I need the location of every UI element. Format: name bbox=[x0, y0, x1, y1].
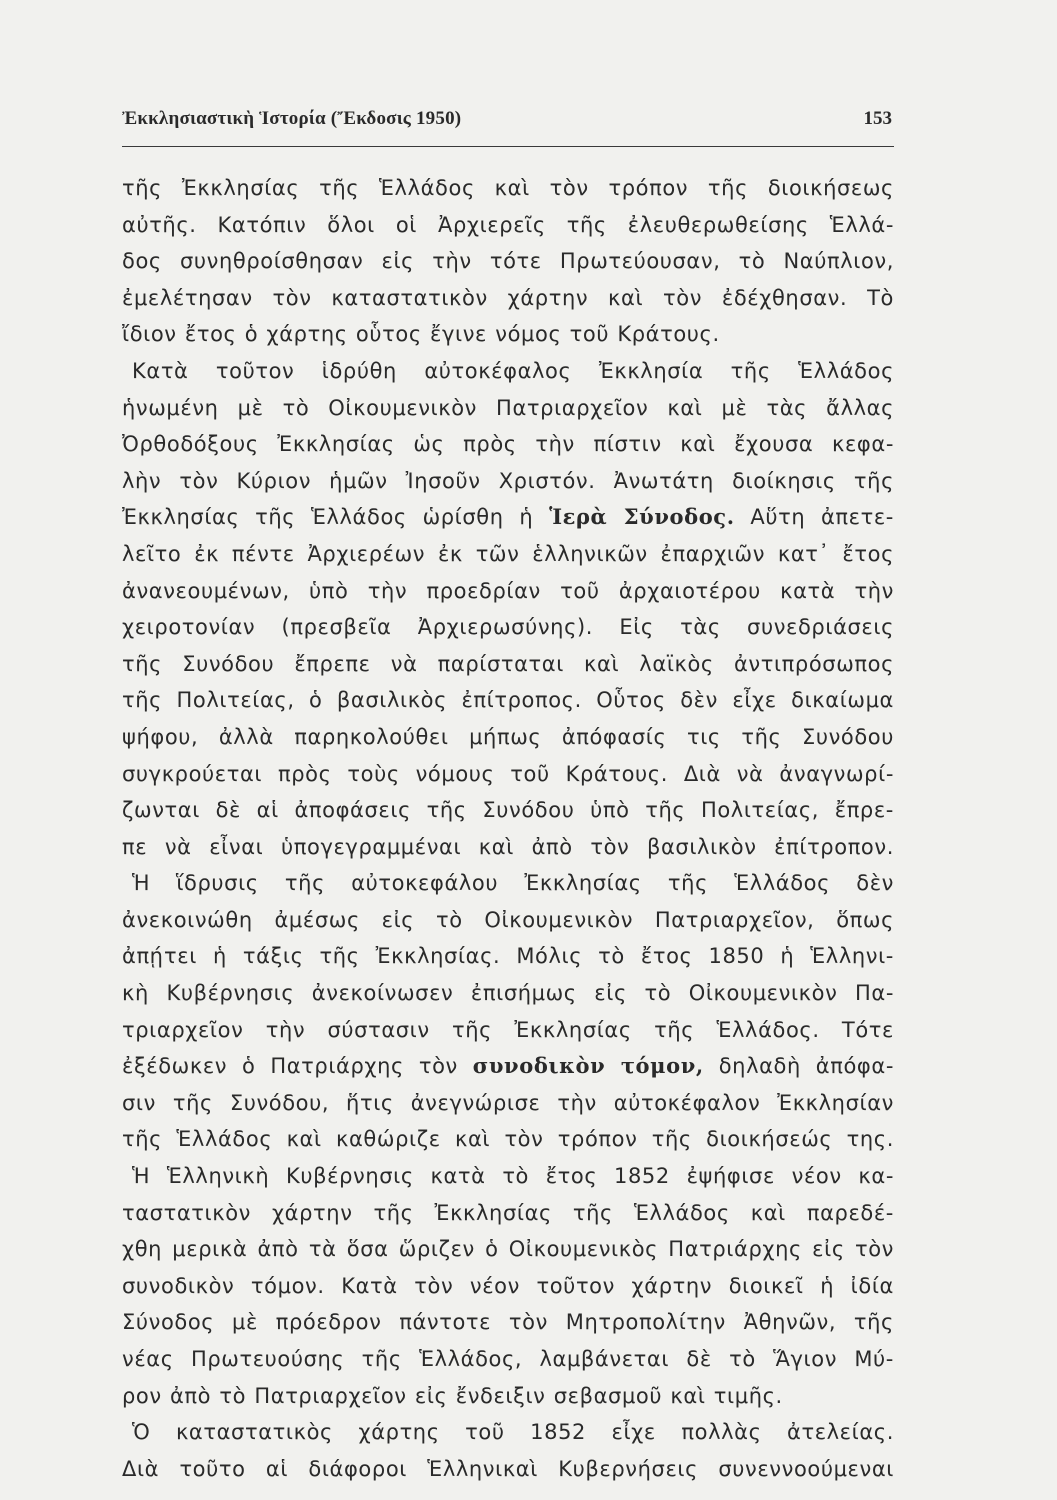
text-line bbox=[122, 682, 894, 719]
body-text bbox=[122, 170, 894, 1487]
text-run: τῆς Συνόδου ἔπρεπε νὰ παρίσταται καὶ λαϊκὸς ἀντιπρόσωπος bbox=[122, 651, 894, 676]
text-line bbox=[122, 499, 894, 536]
text-run: ἐμελέτησαν τὸν καταστατικὸν χάρτην καὶ τὸν ἐδέχθησαν. Τὸ bbox=[122, 285, 894, 310]
text-run: ρον ἀπὸ τὸ Πατριαρχεῖον εἰς ἔνδειξιν σεβασμοῦ καὶ τιμῆς. bbox=[122, 1383, 783, 1408]
text-line bbox=[122, 829, 894, 866]
text-run: Σύνοδος μὲ πρόεδρον πάντοτε τὸν Μητροπολίτην Ἀθηνῶν, τῆς bbox=[122, 1310, 894, 1335]
text-line bbox=[122, 390, 894, 427]
text-line bbox=[122, 1304, 894, 1341]
bold-term: Ἱερὰ Σύνοδος. bbox=[549, 504, 735, 530]
text-line bbox=[122, 1012, 894, 1049]
text-run: ταστατικὸν χάρτην τῆς Ἐκκλησίας τῆς Ἑλλάδος καὶ παρεδέ- bbox=[122, 1200, 894, 1225]
text-run: νέας Πρωτευούσης τῆς Ἑλλάδος, λαμβάνεται δὲ τὸ Ἅγιον Μύ- bbox=[122, 1347, 894, 1371]
text-run: Ὀρθοδόξους Ἐκκλησίας ὡς πρὸς τὴν πίστιν καὶ ἔχουσα κεφα- bbox=[122, 432, 894, 457]
text-line bbox=[122, 170, 894, 207]
text-line bbox=[122, 353, 894, 390]
header-rule bbox=[122, 146, 894, 147]
text-run: ἡνωμένη μὲ τὸ Οἰκουμενικὸν Πατριαρχεῖον καὶ μὲ τὰς ἄλλας bbox=[122, 395, 894, 420]
text-line bbox=[122, 792, 894, 829]
text-line bbox=[122, 1048, 894, 1085]
text-line bbox=[122, 463, 894, 500]
text-run: τῆς Ἑλλάδος καὶ καθώριζε καὶ τὸν τρόπον τῆς διοικήσεώς της. bbox=[122, 1127, 894, 1152]
text-run: ζωνται δὲ αἱ ἀποφάσεις τῆς Συνόδου ὑπὸ τῆς Πολιτείας, ἔπρε- bbox=[122, 798, 894, 823]
text-run: ἐξέδωκεν ὁ Πατριάρχης τὸν bbox=[122, 1054, 473, 1079]
text-run: χθη μερικὰ ἀπὸ τὰ ὅσα ὥριζεν ὁ Οἰκουμενικὸς Πατριάρχης εἰς τὸν bbox=[122, 1237, 894, 1262]
text-line bbox=[122, 536, 894, 573]
text-line bbox=[122, 609, 894, 646]
text-run: συνοδικὸν τόμον. Κατὰ τὸν νέον τοῦτον χάρτην διοικεῖ ἡ ἰδία bbox=[122, 1273, 894, 1298]
text-run: χειροτονίαν (πρεσβεῖα Ἀρχιερωσύνης). Εἰς τὰς συνεδριάσεις bbox=[122, 615, 894, 640]
text-line bbox=[122, 316, 894, 353]
text-line bbox=[122, 1414, 894, 1451]
text-run: δος συνηθροίσθησαν εἰς τὴν τότε Πρωτεύουσαν, τὸ Ναύπλιον, bbox=[122, 249, 894, 274]
text-line bbox=[122, 1378, 894, 1415]
text-line bbox=[122, 207, 894, 244]
text-line bbox=[122, 1231, 894, 1268]
text-run: δηλαδὴ ἀπόφα- bbox=[703, 1054, 894, 1079]
text-line bbox=[122, 1085, 894, 1122]
text-run: ἀνεκοινώθη ἀμέσως εἰς τὸ Οἰκουμενικὸν Πατριαρχεῖον, ὅπως bbox=[122, 907, 894, 932]
text-run: συγκρούεται πρὸς τοὺς νόμους τοῦ Κράτους. Διὰ νὰ ἀναγνωρί- bbox=[122, 761, 894, 786]
text-line bbox=[122, 280, 894, 317]
text-line bbox=[122, 1121, 894, 1158]
text-run: αὐτῆς. Κατόπιν ὅλοι οἱ Ἀρχιερεῖς τῆς ἐλευθερωθείσης Ἑλλά- bbox=[122, 212, 894, 237]
text-line bbox=[122, 573, 894, 610]
text-line bbox=[122, 1451, 894, 1488]
bold-term: συνοδικὸν τόμον, bbox=[472, 1053, 704, 1079]
text-run: Ἐκκλησίας τῆς Ἑλλάδος ὡρίσθη ἡ bbox=[122, 505, 550, 530]
text-run: Κατὰ τοῦτον ἱδρύθη αὐτοκέφαλος Ἐκκλησία τῆς Ἑλλάδος bbox=[132, 358, 894, 383]
text-run: σιν τῆς Συνόδου, ἥτις ἀνεγνώρισε τὴν αὐτοκέφαλον Ἐκκλησίαν bbox=[122, 1090, 894, 1115]
text-run: ἀνανεουμένων, ὑπὸ τὴν προεδρίαν τοῦ ἀρχαιοτέρου κατὰ τὴν bbox=[122, 578, 894, 603]
text-run: Ἡ Ἑλληνικὴ Κυβέρνησις κατὰ τὸ ἔτος 1852 ἐψήφισε νέον κα- bbox=[132, 1164, 894, 1189]
text-run: ἴδιον ἔτος ὁ χάρτης οὗτος ἔγινε νόμος τοῦ Κράτους. bbox=[122, 322, 720, 347]
text-line bbox=[122, 1158, 894, 1195]
text-line bbox=[122, 719, 894, 756]
text-line bbox=[122, 902, 894, 939]
text-line bbox=[122, 1268, 894, 1305]
text-run: ψήφου, ἀλλὰ παρηκολούθει μήπως ἀπόφασίς τις τῆς Συνόδου bbox=[122, 724, 894, 749]
text-line bbox=[122, 1341, 894, 1378]
text-run: Ἡ ἵδρυσις τῆς αὐτοκεφάλου Ἐκκλησίας τῆς Ἑλλάδος δὲν bbox=[132, 871, 894, 896]
text-line bbox=[122, 1195, 894, 1232]
text-line bbox=[122, 756, 894, 793]
text-run: τῆς Πολιτείας, ὁ βασιλικὸς ἐπίτροπος. Οὗτος δὲν εἶχε δικαίωμα bbox=[122, 688, 894, 713]
text-run: Αὕτη ἀπετε- bbox=[734, 505, 894, 530]
text-run: ἀπῄτει ἡ τάξις τῆς Ἐκκλησίας. Μόλις τὸ ἔτος 1850 ἡ Ἑλληνι- bbox=[122, 944, 894, 969]
text-run: κὴ Κυβέρνησις ἀνεκοίνωσεν ἐπισήμως εἰς τὸ Οἰκουμενικὸν Πα- bbox=[122, 981, 894, 1006]
text-line bbox=[122, 646, 894, 683]
text-run: Ὁ καταστατικὸς χάρτης τοῦ 1852 εἶχε πολλὰς ἀτελείας. bbox=[132, 1420, 894, 1445]
text-run: τριαρχεῖον τὴν σύστασιν τῆς Ἐκκλησίας τῆς Ἑλλάδος. Τότε bbox=[122, 1017, 894, 1042]
text-run: πε νὰ εἶναι ὑπογεγραμμέναι καὶ ἀπὸ τὸν βασιλικὸν ἐπίτροπον. bbox=[122, 834, 894, 859]
text-run: λὴν τὸν Κύριον ἡμῶν Ἰησοῦν Χριστόν. Ἀνωτάτη διοίκησις τῆς bbox=[122, 468, 894, 493]
text-line bbox=[122, 975, 894, 1012]
text-line bbox=[122, 426, 894, 463]
text-line bbox=[122, 938, 894, 975]
text-run: Διὰ τοῦτο αἱ διάφοροι Ἑλληνικαὶ Κυβερνήσεις συνεννοούμεναι bbox=[122, 1456, 894, 1481]
running-head bbox=[122, 108, 892, 142]
text-line bbox=[122, 243, 894, 280]
page-number: 153 bbox=[863, 108, 892, 129]
text-line bbox=[122, 865, 894, 902]
text-run: λεῖτο ἐκ πέντε Ἀρχιερέων ἐκ τῶν ἑλληνικῶν ἐπαρχιῶν κατ᾽ ἔτος bbox=[122, 541, 894, 566]
running-title: Ἐκκλησιαστικὴ Ἱστορία (Ἔκδοσις 1950) bbox=[122, 108, 462, 129]
text-run: τῆς Ἐκκλησίας τῆς Ἑλλάδος καὶ τὸν τρόπον τῆς διοικήσεως bbox=[122, 176, 894, 200]
